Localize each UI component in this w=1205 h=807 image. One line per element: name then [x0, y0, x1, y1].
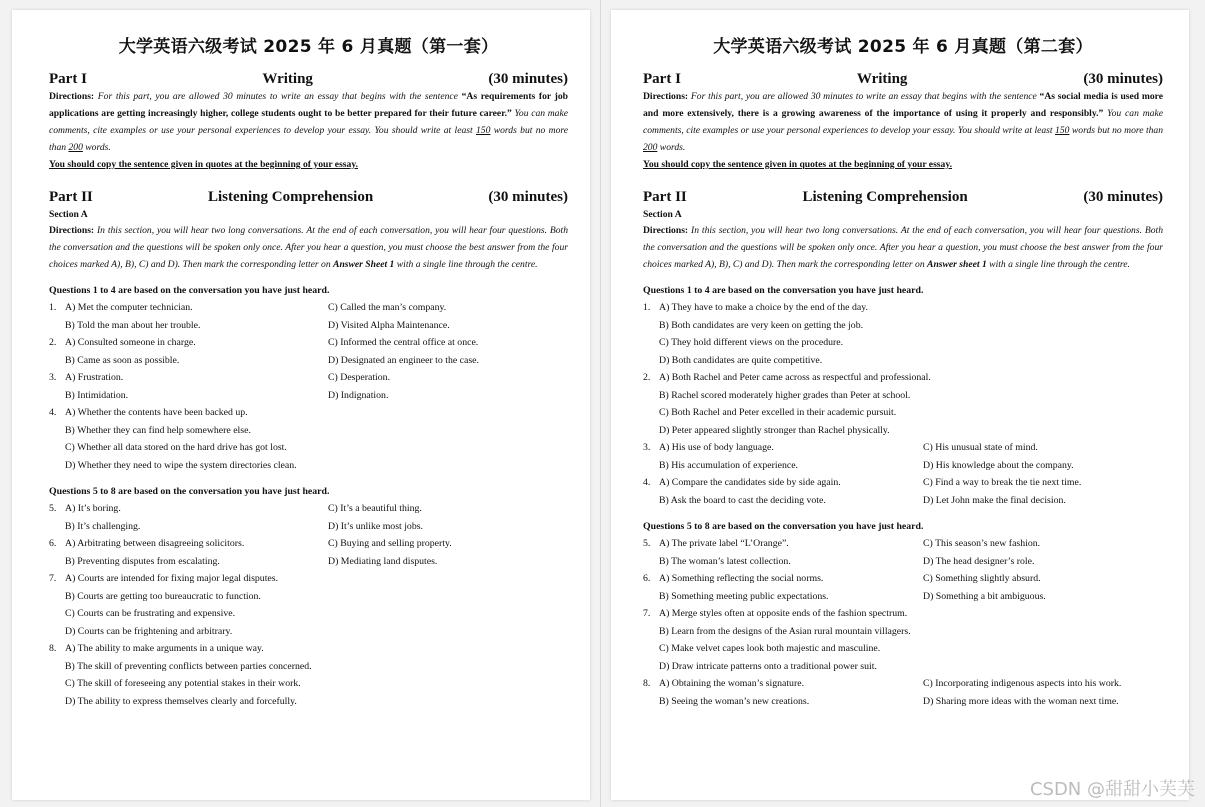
option-d: D) Sharing more ideas with the woman next time. — [923, 695, 1119, 707]
option-c: C) Both Rachel and Peter excelled in their academic pursuit. — [659, 407, 897, 418]
option-d: D) Draw intricate patterns onto a traditional power suit. — [659, 660, 877, 672]
question-5-row-2 — [643, 553, 1163, 571]
option-b: B) Came as soon as possible. — [65, 354, 180, 366]
writing-directions: Directions: For this part, you are allowed 30 minutes to write an essay that begins with the sentence “As social media is used more and more extensively, there is a growing awareness of the importance of using it properly and responsibly.” You can make comments, cite examples or use your personal experiences to develop your essay. You should write at least 150 words but no more than 200 words. — [643, 91, 1164, 153]
option-d: D) Designated an engineer to the case. — [328, 354, 479, 366]
option-c: C) Incorporating indigenous aspects into his work. — [923, 678, 1122, 689]
part-name: Listening Comprehension — [208, 189, 374, 205]
question-1-row-4 — [643, 352, 1163, 370]
option-a: A) Compare the candidates side by side again. — [659, 477, 841, 488]
question-7: 7. A) Courts are intended for fixing major legal disputes. — [49, 570, 568, 588]
question-7-row-2 — [49, 588, 568, 606]
page-divider — [600, 0, 601, 807]
option-c: C) The skill of foreseeing any potential stakes in their work. — [65, 678, 301, 689]
question-4: 4. A) Compare the candidates side by side again. C) Find a way to break the tie next time. — [643, 474, 1163, 492]
option-a: A) Obtaining the woman’s signature. — [659, 678, 805, 689]
option-b: B) His accumulation of experience. — [659, 459, 799, 471]
option-d: D) Indignation. — [328, 389, 389, 401]
option-a: A) Met the computer technician. — [65, 302, 193, 313]
part-2-header — [49, 189, 568, 206]
option-d: D) Whether they need to wipe the system directories clean. — [65, 459, 297, 471]
option-c: C) They hold different views on the procedure. — [659, 337, 844, 348]
option-c: C) Something slightly absurd. — [923, 573, 1041, 584]
option-d: D) Let John make the final decision. — [923, 494, 1066, 506]
option-c: C) Whether all data stored on the hard drive has got lost. — [65, 442, 287, 453]
option-b: B) Told the man about her trouble. — [65, 319, 201, 331]
option-c: C) This season’s new fashion. — [923, 538, 1041, 549]
option-a: A) Both Rachel and Peter came across as respectful and professional. — [659, 372, 931, 383]
part-label: Part II — [49, 189, 93, 205]
option-d: D) Visited Alpha Maintenance. — [328, 319, 450, 331]
option-a: A) Something reflecting the social norms. — [659, 573, 824, 584]
option-d: D) His knowledge about the company. — [923, 459, 1074, 471]
option-d: D) Mediating land disputes. — [328, 555, 438, 567]
question-group-heading: Questions 1 to 4 are based on the conversation you have just heard. — [643, 285, 924, 296]
option-b: B) Rachel scored moderately higher grades than Peter at school. — [659, 389, 911, 401]
option-a: A) Arbitrating between disagreeing solicitors. — [65, 538, 245, 549]
question-4-row-2 — [49, 422, 568, 440]
part-1-header — [643, 71, 1163, 88]
option-d: D) The ability to express themselves clearly and forcefully. — [65, 695, 297, 707]
question-1: 1. A) Met the computer technician. C) Called the man’s company. — [49, 299, 568, 317]
question-3: 3. A) Frustration. C) Desperation. — [49, 369, 568, 387]
question-7-row-4 — [49, 623, 568, 641]
option-b: B) It’s challenging. — [65, 520, 141, 532]
question-group-heading: Questions 1 to 4 are based on the conversation you have just heard. — [49, 285, 330, 296]
question-8-row-2 — [643, 693, 1163, 711]
question-2-row-3 — [643, 404, 1163, 422]
question-3-row-2 — [643, 457, 1163, 475]
option-a: A) The private label “L’Orange”. — [659, 538, 789, 549]
option-c: C) Courts can be frustrating and expensive. — [65, 608, 236, 619]
option-a: A) The ability to make arguments in a unique way. — [65, 643, 264, 654]
question-2: 2. A) Both Rachel and Peter came across as respectful and professional. — [643, 369, 1163, 387]
option-c: C) His unusual state of mind. — [923, 442, 1038, 453]
question-7-row-3 — [49, 605, 568, 623]
option-b: B) Preventing disputes from escalating. — [65, 555, 220, 567]
part-label: Part I — [49, 71, 87, 87]
option-d: D) Both candidates are quite competitive. — [659, 354, 823, 366]
part-time: (30 minutes) — [488, 189, 568, 205]
writing-directions: Directions: For this part, you are allowed 30 minutes to write an essay that begins with the sentence “As requirements for job applications are getting increasingly higher, college students ought to be better prepared for their future career.” You can make comments, cite examples or use your personal experiences to develop your essay. You should write at least 150 words but no more than 200 words. — [49, 91, 568, 153]
question-2-row-2 — [643, 387, 1163, 405]
option-d: D) It’s unlike most jobs. — [328, 520, 423, 532]
part-time: (30 minutes) — [488, 71, 568, 87]
option-a: A) They have to make a choice by the end of the day. — [659, 302, 868, 313]
question-5: 5. A) The private label “L’Orange”. C) This season’s new fashion. — [643, 535, 1163, 553]
exam-page-set-1 — [12, 10, 590, 800]
question-7-row-4 — [643, 658, 1163, 676]
option-c: C) Informed the central office at once. — [328, 337, 479, 348]
option-d: D) Something a bit ambiguous. — [923, 590, 1046, 602]
question-6-row-2 — [49, 553, 568, 571]
option-b: B) Ask the board to cast the deciding vote. — [659, 494, 826, 506]
option-b: B) Both candidates are very keen on getting the job. — [659, 319, 864, 331]
part-name: Writing — [856, 71, 908, 87]
option-c: C) Desperation. — [328, 372, 391, 383]
option-a: A) Courts are intended for fixing major legal disputes. — [65, 573, 279, 584]
part-time: (30 minutes) — [1083, 71, 1163, 87]
question-1-row-2 — [49, 317, 568, 335]
question-2: 2. A) Consulted someone in charge. C) Informed the central office at once. — [49, 334, 568, 352]
option-d: D) The head designer’s role. — [923, 555, 1035, 567]
page-title: 大学英语六级考试 2025 年 6 月真题（第二套） — [713, 37, 1093, 57]
exam-page-set-2 — [611, 10, 1189, 800]
option-a: A) Consulted someone in charge. — [65, 337, 196, 348]
copy-instruction: You should copy the sentence given in quotes at the beginning of your essay. — [49, 159, 358, 170]
option-b: B) Whether they can find help somewhere else. — [65, 424, 251, 436]
question-8: 8. A) Obtaining the woman’s signature. C) Incorporating indigenous aspects into his work. — [643, 675, 1163, 693]
option-d: D) Courts can be frightening and arbitrary. — [65, 625, 233, 637]
question-8-row-2 — [49, 658, 568, 676]
option-b: B) The woman’s latest collection. — [659, 555, 791, 567]
question-8-row-3 — [49, 675, 568, 693]
option-c: C) Find a way to break the tie next time. — [923, 477, 1082, 488]
option-d: D) Peter appeared slightly stronger than Rachel physically. — [659, 424, 890, 436]
part-label: Part I — [643, 71, 681, 87]
listening-directions: Directions: In this section, you will hear two long conversations. At the end of each conversation, you will hear four questions. Both the conversation and the questions will be spoken only once. After you hear a question, you must choose the best answer from the four choices marked A), B), C) and D). Then mark the corresponding letter on Answer sheet 1 with a single line through the centre. — [643, 225, 1163, 270]
question-6: 6. A) Arbitrating between disagreeing solicitors. C) Buying and selling property. — [49, 535, 568, 553]
copy-instruction: You should copy the sentence given in quotes at the beginning of your essay. — [643, 159, 952, 170]
question-8: 8. A) The ability to make arguments in a unique way. — [49, 640, 568, 658]
question-4-row-2 — [643, 492, 1163, 510]
option-c: C) Buying and selling property. — [328, 538, 452, 549]
option-b: B) The skill of preventing conflicts between parties concerned. — [65, 660, 312, 672]
option-b: B) Seeing the woman’s new creations. — [659, 695, 810, 707]
question-7-row-2 — [643, 623, 1163, 641]
question-4: 4. A) Whether the contents have been backed up. — [49, 404, 568, 422]
listening-directions: Directions: In this section, you will hear two long conversations. At the end of each conversation, you will hear four questions. Both the conversation and the questions will be spoken only once. After you hear a question, you must choose the best answer from the four choices marked A), B), C) and D). Then mark the corresponding letter on Answer Sheet 1 with a single line through the centre. — [49, 225, 568, 270]
question-1: 1. A) They have to make a choice by the end of the day. — [643, 299, 1163, 317]
question-6-row-2 — [643, 588, 1163, 606]
question-3-row-2 — [49, 387, 568, 405]
option-a: A) Whether the contents have been backed up. — [65, 407, 248, 418]
option-c: C) Called the man’s company. — [328, 302, 447, 313]
question-3: 3. A) His use of body language. C) His unusual state of mind. — [643, 439, 1163, 457]
question-4-row-3 — [49, 439, 568, 457]
question-2-row-2 — [49, 352, 568, 370]
option-a: A) His use of body language. — [659, 442, 774, 453]
option-a: A) It’s boring. — [65, 503, 121, 514]
option-b: B) Something meeting public expectations. — [659, 590, 829, 602]
page-title: 大学英语六级考试 2025 年 6 月真题（第一套） — [118, 37, 499, 57]
option-c: C) It’s a beautiful thing. — [328, 503, 422, 514]
part-time: (30 minutes) — [1083, 189, 1163, 205]
section-label: Section A — [643, 209, 682, 220]
option-b: B) Learn from the designs of the Asian rural mountain villagers. — [659, 625, 911, 637]
question-7: 7. A) Merge styles often at opposite ends of the fashion spectrum. — [643, 605, 1163, 623]
part-2-header — [643, 189, 1163, 206]
option-b: B) Courts are getting too bureaucratic to function. — [65, 590, 261, 602]
part-name: Writing — [262, 71, 313, 87]
watermark: CSDN @甜甜小芙芙 — [1029, 779, 1195, 800]
question-group-heading: Questions 5 to 8 are based on the conversation you have just heard. — [643, 521, 924, 532]
question-1-row-2 — [643, 317, 1163, 335]
question-5: 5. A) It’s boring. C) It’s a beautiful thing. — [49, 500, 568, 518]
part-label: Part II — [643, 189, 687, 205]
question-1-row-3 — [643, 334, 1163, 352]
question-2-row-4 — [643, 422, 1163, 440]
question-group-heading: Questions 5 to 8 are based on the conversation you have just heard. — [49, 486, 330, 497]
option-b: B) Intimidation. — [65, 389, 129, 401]
question-6: 6. A) Something reflecting the social norms. C) Something slightly absurd. — [643, 570, 1163, 588]
option-c: C) Make velvet capes look both majestic and masculine. — [659, 643, 881, 654]
question-4-row-4 — [49, 457, 568, 475]
question-8-row-4 — [49, 693, 568, 711]
part-name: Listening Comprehension — [802, 189, 968, 205]
question-7-row-3 — [643, 640, 1163, 658]
option-a: A) Frustration. — [65, 372, 124, 383]
question-5-row-2 — [49, 518, 568, 536]
part-1-header — [49, 71, 568, 88]
option-a: A) Merge styles often at opposite ends of the fashion spectrum. — [659, 608, 908, 619]
section-label: Section A — [49, 209, 88, 220]
